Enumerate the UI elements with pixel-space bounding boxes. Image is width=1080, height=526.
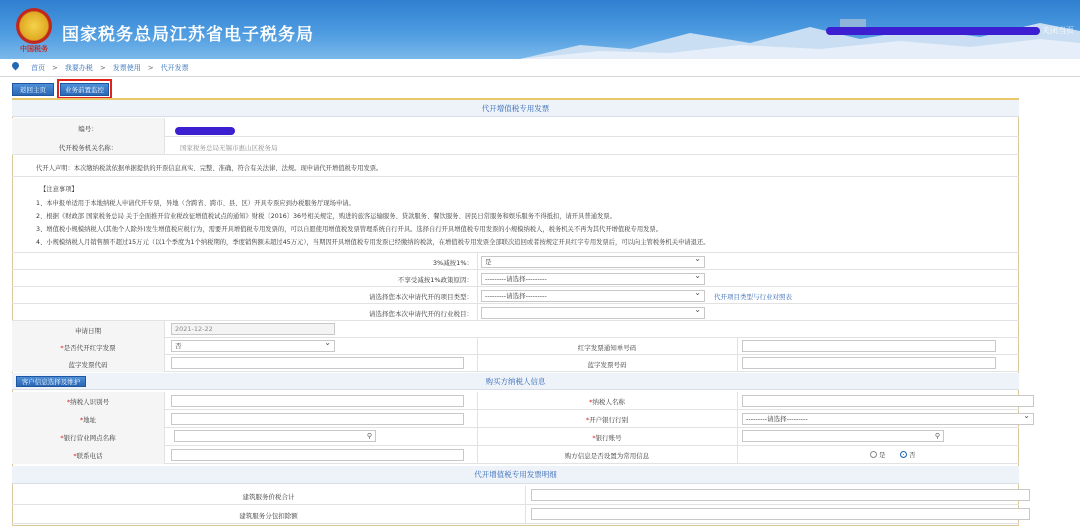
reduce-label: 3%减按1%： <box>432 259 473 267</box>
project-type-label: 请选择您本次申请代开的项目类型： <box>369 293 473 301</box>
search-icon[interactable]: ⚲ <box>366 432 372 440</box>
location-pin-icon <box>11 61 21 71</box>
bank-type-select[interactable]: ---------请选择--------- ⌄ <box>742 413 1034 425</box>
mountain-banner-image <box>520 15 1080 59</box>
close-page-link[interactable]: 关闭当页 <box>1042 26 1074 35</box>
reduce-select[interactable]: 是 ⌄ <box>481 256 705 268</box>
project-type-select[interactable]: ---------请选择--------- ⌄ <box>481 290 705 302</box>
blue-number-input[interactable] <box>742 357 996 369</box>
red-notice-label: 红字发票通知单号码 <box>577 344 637 352</box>
note-item-1: 1、本申报单适用于本地纳税人申请代开专票，异地（含跨省、跨市、县、区）开具专票应到办税服务厅现场申请。 <box>36 200 355 207</box>
construction-total-input[interactable] <box>531 489 1030 501</box>
project-type-reference-link[interactable]: 代开项目类型与行业对照表 <box>714 293 792 301</box>
tax-emblem-icon <box>16 8 52 44</box>
site-title: 国家税务总局江苏省电子税务局 <box>62 25 314 45</box>
breadcrumb-tax[interactable]: 我要办税 <box>64 64 93 72</box>
section-title-vat: 代开增值税专用发票 <box>12 100 1019 117</box>
apply-date-field: 2021-12-22 <box>171 323 335 335</box>
address-label: *地址 <box>79 416 97 424</box>
construction-deduct-label: 建筑服务分包扣除额 <box>239 512 298 520</box>
taxid-input[interactable] <box>171 395 464 407</box>
red-invoice-select[interactable]: 否 ⌄ <box>171 340 335 352</box>
taxid-label: *纳税人识别号 <box>66 398 110 406</box>
customer-info-button[interactable]: 客户信息选择及维护 <box>16 376 86 387</box>
user-info-redacted <box>826 27 1040 35</box>
phone-label: *联系电话 <box>73 452 103 460</box>
notes-title: 【注意事项】 <box>40 186 78 193</box>
note-item-2: 2、根据《财政部 国家税务总局 关于全面推开营业税改征增值税试点的通知》财税〔2016〕36号相关规定，购进的旅客运输服务、贷款服务、餐饮服务、居民日常服务和娱乐服务不得抵扣，请开具普通发票。 <box>36 213 616 220</box>
note-item-4: 4、小规模纳税人月销售额不超过15万元（以1个季度为1个纳税期的，季度销售额未超过45万元），当期因开具增值税专用发票已经缴纳的税款，在增值税专用发票全部联次追回或者按规定开具红字专用发票后，可以向主管税务机关申请退还。 <box>36 239 710 246</box>
back-home-button[interactable]: 返回主页 <box>12 83 54 96</box>
bank-branch-label: *银行营业网点名称 <box>60 434 116 442</box>
red-invoice-label: *是否代开红字发票 <box>60 344 116 352</box>
breadcrumb: 首页 > 我要办税 > 发票使用 > 代开发票 <box>0 59 1080 77</box>
note-item-3: 3、增值税小规模纳税人(其他个人除外)发生增值税应税行为，需要开具增值税专用发票的，可以自愿使用增值税发票管理系统自行开具。选择自行开具增值税专用发票的小规模纳税人，税务机关不再为其代开增值税专用发票。 <box>36 226 663 233</box>
number-value-redacted <box>175 127 235 135</box>
agency-value: 国家税务总局无锡市惠山区税务局 <box>180 144 278 152</box>
blue-code-input[interactable] <box>171 357 464 369</box>
red-notice-input[interactable] <box>742 340 996 352</box>
search-icon[interactable]: ⚲ <box>934 432 940 440</box>
site-header <box>0 0 1080 59</box>
common-yes-radio[interactable]: 是 <box>870 450 886 459</box>
phone-input[interactable] <box>171 449 464 461</box>
blue-number-label: 蓝字发票号码 <box>587 361 627 369</box>
buyer-name-input[interactable] <box>742 395 1034 407</box>
apply-date-label: 申请日期 <box>75 327 101 335</box>
construction-deduct-input[interactable] <box>531 508 1030 520</box>
number-label: 编号： <box>78 125 98 133</box>
industry-label: 请选择您本次申请代开的行业税目： <box>369 310 473 318</box>
construction-total-label: 建筑服务价税合计 <box>242 493 295 501</box>
buyer-name-label: *纳税人名称 <box>589 398 625 406</box>
address-input[interactable] <box>171 413 464 425</box>
risk-monitor-button[interactable]: 业务前置监控 <box>60 83 109 96</box>
bank-account-input[interactable] <box>742 430 944 442</box>
agency-label: 代开税务机关名称： <box>58 144 118 152</box>
emblem-caption: 中国税务 <box>20 45 48 53</box>
reason-select[interactable]: ---------请选择--------- ⌄ <box>481 273 705 285</box>
breadcrumb-home[interactable]: 首页 <box>31 64 45 72</box>
bank-account-label: *银行账号 <box>592 434 622 442</box>
bank-type-label: *开户银行行别 <box>585 416 629 424</box>
reason-label: 不享受减按1%政策原因： <box>397 276 473 284</box>
industry-select[interactable] <box>481 307 705 319</box>
section-title-buyer: 购买方纳税人信息 <box>12 373 1019 390</box>
breadcrumb-issue-invoice[interactable]: 代开发票 <box>160 64 189 72</box>
section-title-detail: 代开增值税专用发票明细 <box>12 466 1019 484</box>
breadcrumb-invoice-use[interactable]: 发票使用 <box>112 64 141 72</box>
common-info-label: 购方信息是否设置为常用信息 <box>564 452 650 460</box>
highlight-box <box>57 79 112 99</box>
common-no-radio[interactable]: 否 <box>900 450 916 459</box>
blue-code-label: 蓝字发票代码 <box>68 361 108 369</box>
bank-branch-input[interactable] <box>174 430 376 442</box>
declaration-text: 代开人声明：本次缴纳税款依据单据提供的开票信息真实、完整、准确，符合有关法律、法规。现申请代开增值税专用发票。 <box>36 165 383 172</box>
